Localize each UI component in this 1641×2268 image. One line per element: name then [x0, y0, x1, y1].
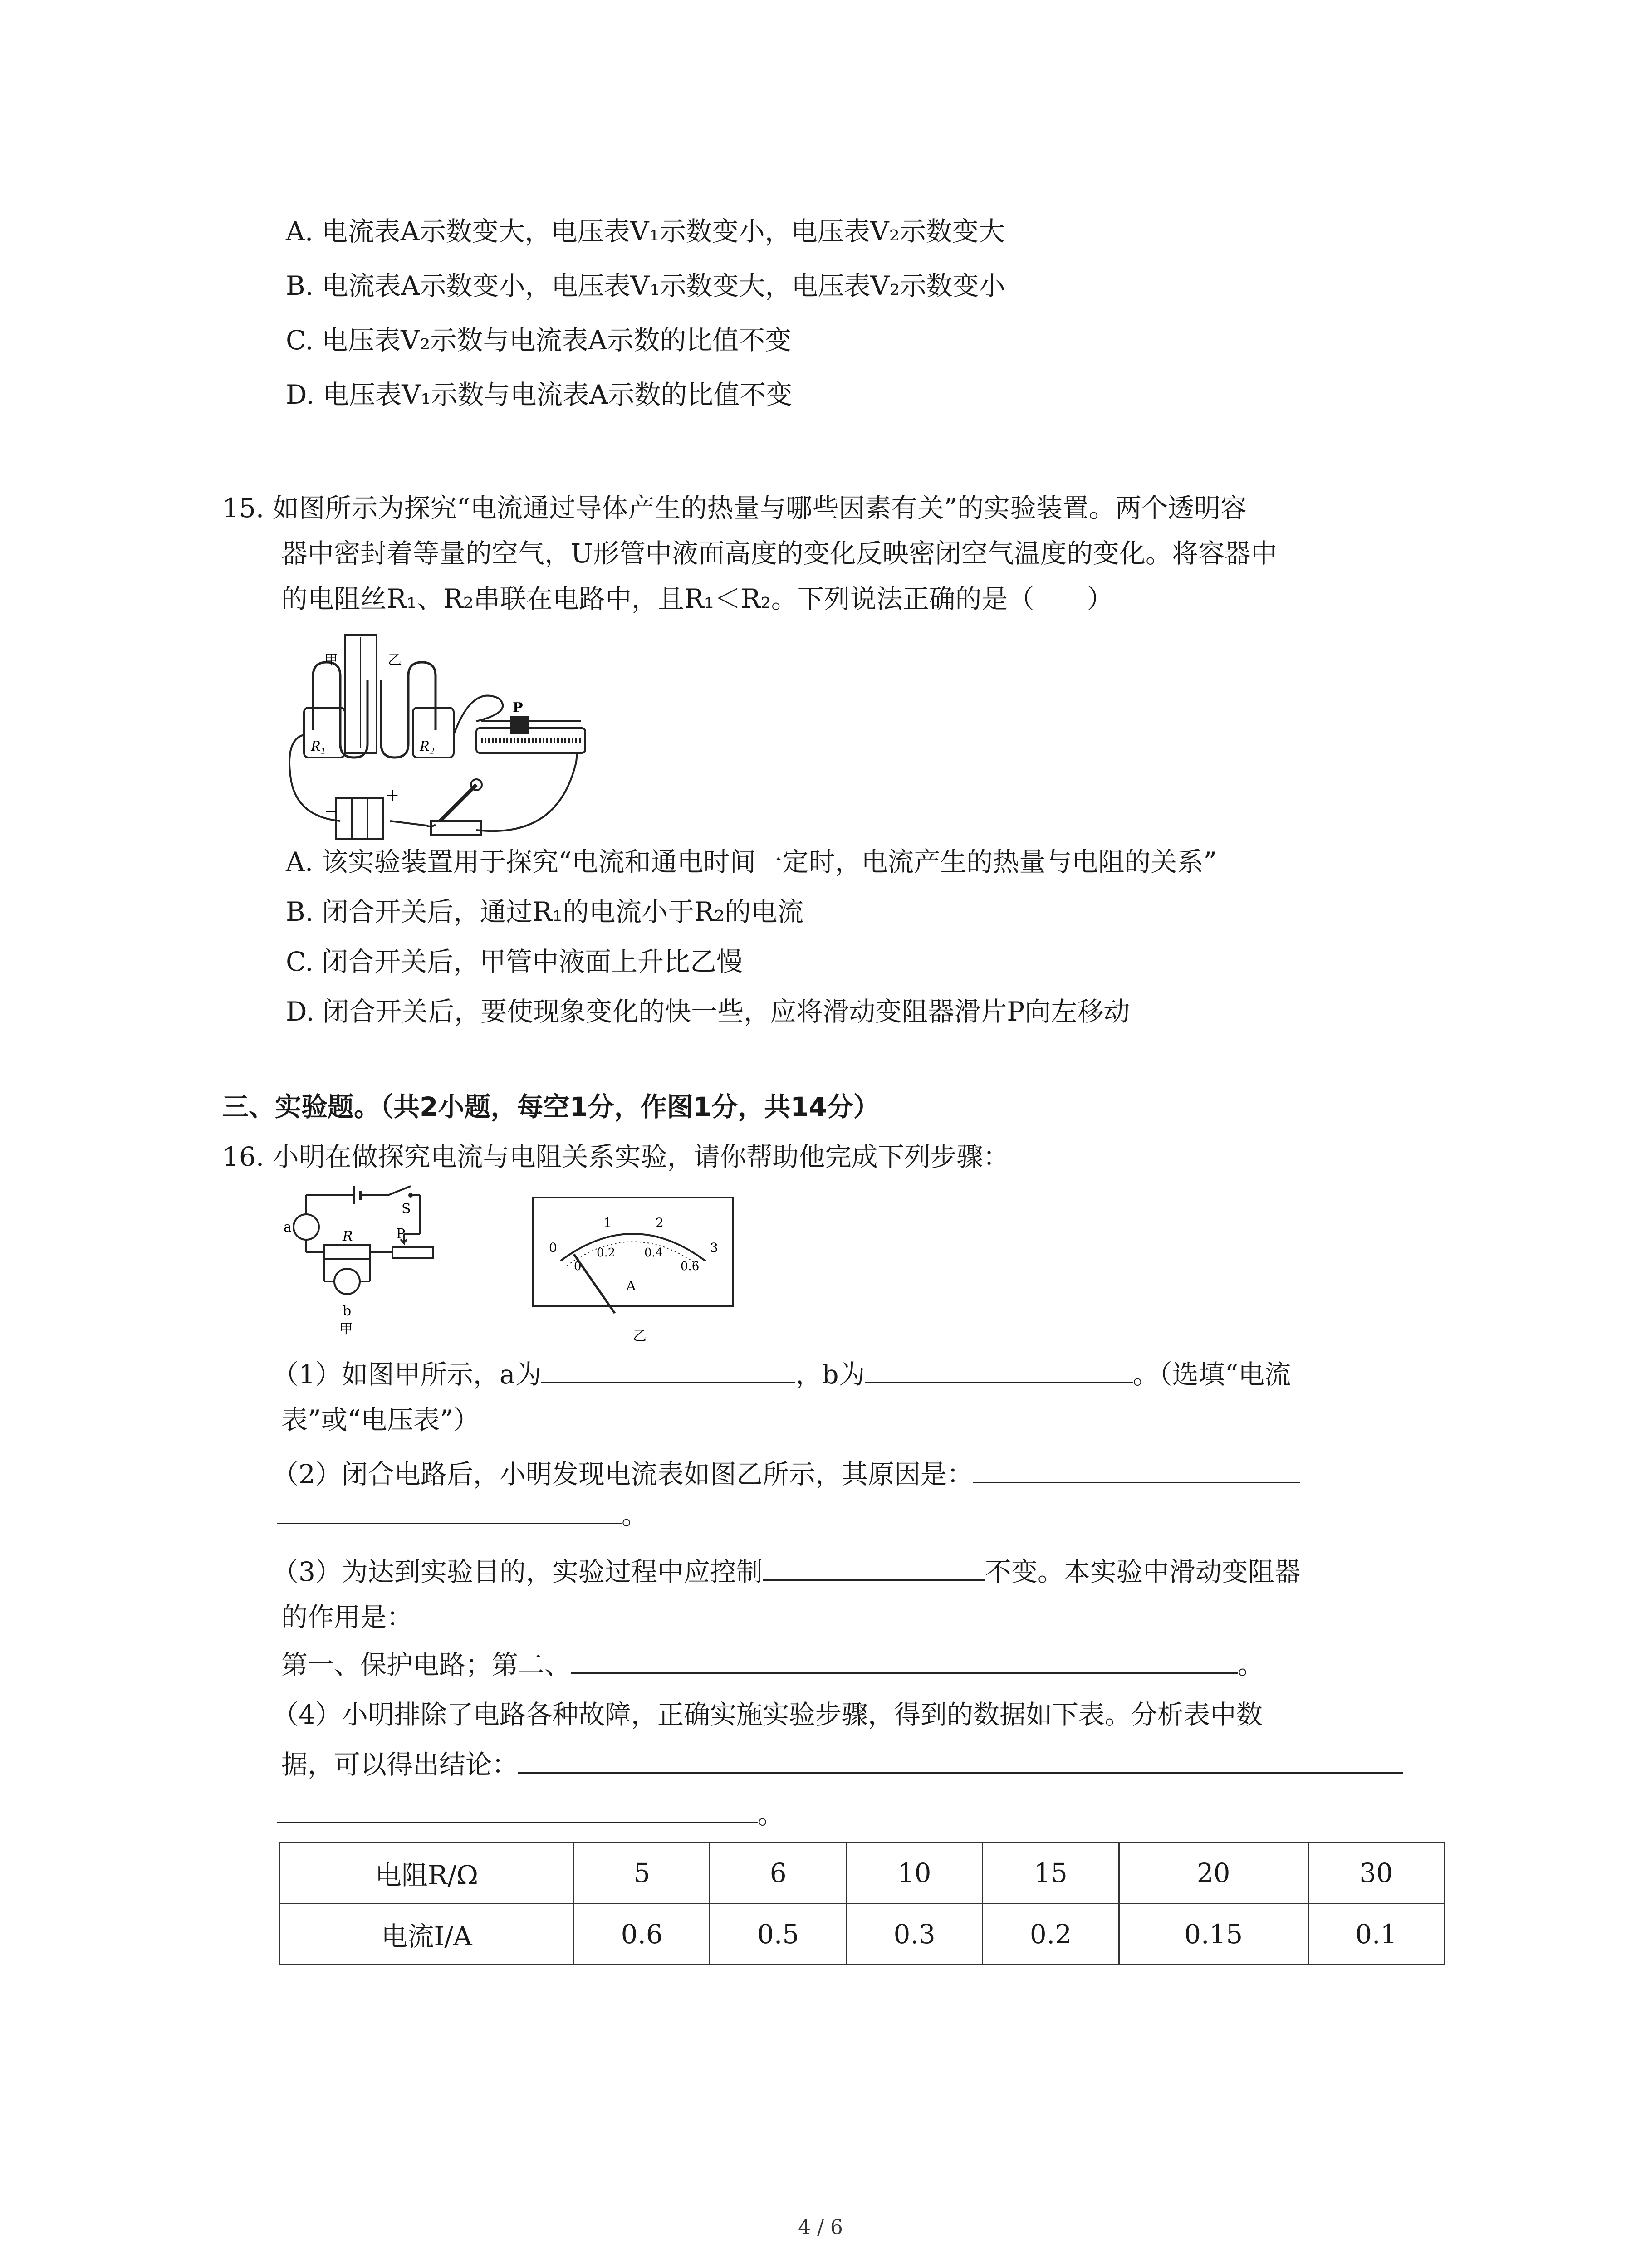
q16-data-table [279, 1842, 1445, 1965]
caption-yi: 乙 [633, 1328, 647, 1344]
q16-p1-text-a: （1）如图甲所示，a为 [272, 1359, 542, 1390]
tick-04: 0.4 [644, 1246, 663, 1260]
tick-0-lower: 0 [574, 1260, 582, 1273]
q14-option-c: C. 电压表V₂示数与电流表A示数的比值不变 [286, 325, 792, 356]
q16-stem: 16. 小明在做探究电流与电阻关系实验，请你帮助他完成下列步骤： [222, 1141, 1009, 1172]
q16-part2-line1 [272, 1456, 1300, 1492]
table-cell: 5 [574, 1843, 710, 1904]
table-cell: 0.2 [983, 1904, 1119, 1965]
table-header-current: 电流I/A [280, 1904, 574, 1965]
q15-apparatus-figure [286, 626, 594, 844]
table-cell: 0.1 [1308, 1904, 1444, 1965]
q16-answer-control-blank[interactable] [763, 1554, 985, 1581]
q16-part4-line3 [277, 1796, 784, 1833]
resistor-r [324, 1245, 370, 1259]
table-cell: 0.6 [574, 1904, 710, 1965]
q15-stem-line2: 器中密封着等量的空气，U形管中液面高度的变化反映密闭空气温度的变化。将容器中 [281, 538, 1277, 569]
q15-option-c: C. 闭合开关后，甲管中液面上升比乙慢 [286, 946, 743, 977]
q16-part1-line2: 表”或“电压表”） [281, 1404, 480, 1435]
q16-p3-text-b: 不变。本实验中滑动变阻器 [985, 1556, 1301, 1587]
tick-02: 0.2 [597, 1246, 616, 1260]
q16-p3-text-a: （3）为达到实验目的，实验过程中应控制 [272, 1556, 763, 1587]
q16-p4-text-b: 据，可以得出结论： [281, 1749, 519, 1780]
label-jia: 甲 [324, 652, 338, 668]
needle [574, 1254, 615, 1313]
table-cell: 15 [983, 1843, 1119, 1904]
q16-part4-line2 [281, 1746, 1403, 1783]
label-yi: 乙 [388, 652, 402, 668]
q15-stem-line3: 的电阻丝R₁、R₂串联在电路中，且R₁＜R₂。下列说法正确的是（ ） [281, 583, 1113, 614]
table-cell: 0.3 [846, 1904, 982, 1965]
ammeter-scale [560, 1234, 705, 1261]
q16-p3-period: 。 [1238, 1649, 1264, 1680]
table-cell: 6 [710, 1843, 846, 1904]
q16-p3-text-d: 第一、保护电路；第二、 [281, 1649, 571, 1680]
q16-p2-text: （2）闭合电路后，小明发现电流表如图乙所示，其原因是： [272, 1459, 973, 1490]
table-cell: 20 [1119, 1843, 1308, 1904]
q16-part3-line3 [281, 1647, 1264, 1683]
page-number: 4 / 6 [798, 2216, 843, 2239]
q16-part3-line1 [272, 1554, 1301, 1590]
q15-option-a: A. 该实验装置用于探究“电流和通电时间一定时，电流产生的热量与电阻的关系” [286, 846, 1217, 877]
q15-stem-line1: 15. 如图所示为探究“电流通过导体产生的热量与哪些因素有关”的实验装置。两个透明容 [222, 493, 1247, 523]
meter-a [294, 1214, 319, 1240]
q16-p4-period: 。 [758, 1799, 784, 1830]
table-cell: 0.15 [1119, 1904, 1308, 1965]
q16-p2-period: 。 [622, 1500, 648, 1530]
unit-a: A [626, 1278, 636, 1294]
q16-part2-line2 [277, 1497, 648, 1533]
q16-p1-text-b: ，b为 [795, 1359, 865, 1390]
tick-06: 0.6 [681, 1260, 700, 1273]
q14-option-b: B. 电流表A示数变小，电压表V₁示数变大，电压表V₂示数变小 [286, 270, 1005, 301]
q16-answer-conclusion-blank-1[interactable] [518, 1747, 1403, 1774]
q16-answer-a-blank[interactable] [541, 1357, 795, 1383]
tick-2: 2 [656, 1215, 664, 1230]
table-cell: 30 [1308, 1843, 1444, 1904]
q16-part3-line2: 的作用是： [281, 1602, 413, 1633]
switch-s [388, 1186, 411, 1195]
rheostat [392, 1247, 433, 1258]
label-p: P [396, 1226, 406, 1242]
label-a: a [284, 1219, 292, 1235]
q16-answer-conclusion-blank-2[interactable] [277, 1797, 758, 1823]
label-r: R [343, 1228, 353, 1244]
label-r2: R₂ [420, 738, 435, 754]
q16-part4-line1: （4）小明排除了电路各种故障，正确实施实验步骤，得到的数据如下表。分析表中数 [272, 1699, 1263, 1730]
label-r1: R₁ [311, 738, 326, 754]
q14-option-a: A. 电流表A示数变大，电压表V₁示数变小，电压表V₂示数变大 [286, 216, 1005, 247]
table-row-resistance [280, 1843, 1445, 1904]
tick-0: 0 [549, 1240, 557, 1255]
q16-ammeter-figure-yi [529, 1193, 737, 1347]
q15-option-b: B. 闭合开关后，通过R₁的电流小于R₂的电流 [286, 896, 804, 927]
section3-title: 三、实验题。（共2小题，每空1分，作图1分，共14分） [222, 1091, 880, 1122]
q16-answer-reason-blank-1[interactable] [973, 1457, 1300, 1483]
label-b: b [343, 1303, 352, 1319]
tick-3: 3 [710, 1240, 718, 1255]
label-minus: − [324, 802, 338, 821]
table-row-current [280, 1904, 1445, 1965]
table-header-resistance: 电阻R/Ω [280, 1843, 574, 1904]
q15-option-d: D. 闭合开关后，要使现象变化的快一些，应将滑动变阻器滑片P向左移动 [286, 996, 1130, 1027]
tick-1: 1 [603, 1215, 612, 1230]
table-cell: 10 [846, 1843, 982, 1904]
q16-answer-b-blank[interactable] [865, 1357, 1133, 1383]
q16-answer-rheostat-blank[interactable] [571, 1647, 1238, 1674]
caption-jia: 甲 [339, 1321, 353, 1337]
table-cell: 0.5 [710, 1904, 846, 1965]
meter-b [334, 1269, 360, 1294]
label-s: S [402, 1201, 411, 1217]
label-p: P [513, 700, 523, 716]
q16-p1-text-c: 。（选填“电流 [1132, 1359, 1291, 1390]
slider-p [510, 716, 529, 734]
q14-option-d: D. 电压表V₁示数与电流表A示数的比值不变 [286, 379, 793, 410]
q16-part1-line1 [272, 1356, 1291, 1393]
switch [431, 821, 481, 835]
battery [336, 798, 352, 839]
q16-answer-reason-blank-2[interactable] [277, 1497, 622, 1524]
q16-circuit-figure-jia [279, 1184, 460, 1338]
label-plus: + [386, 786, 400, 805]
